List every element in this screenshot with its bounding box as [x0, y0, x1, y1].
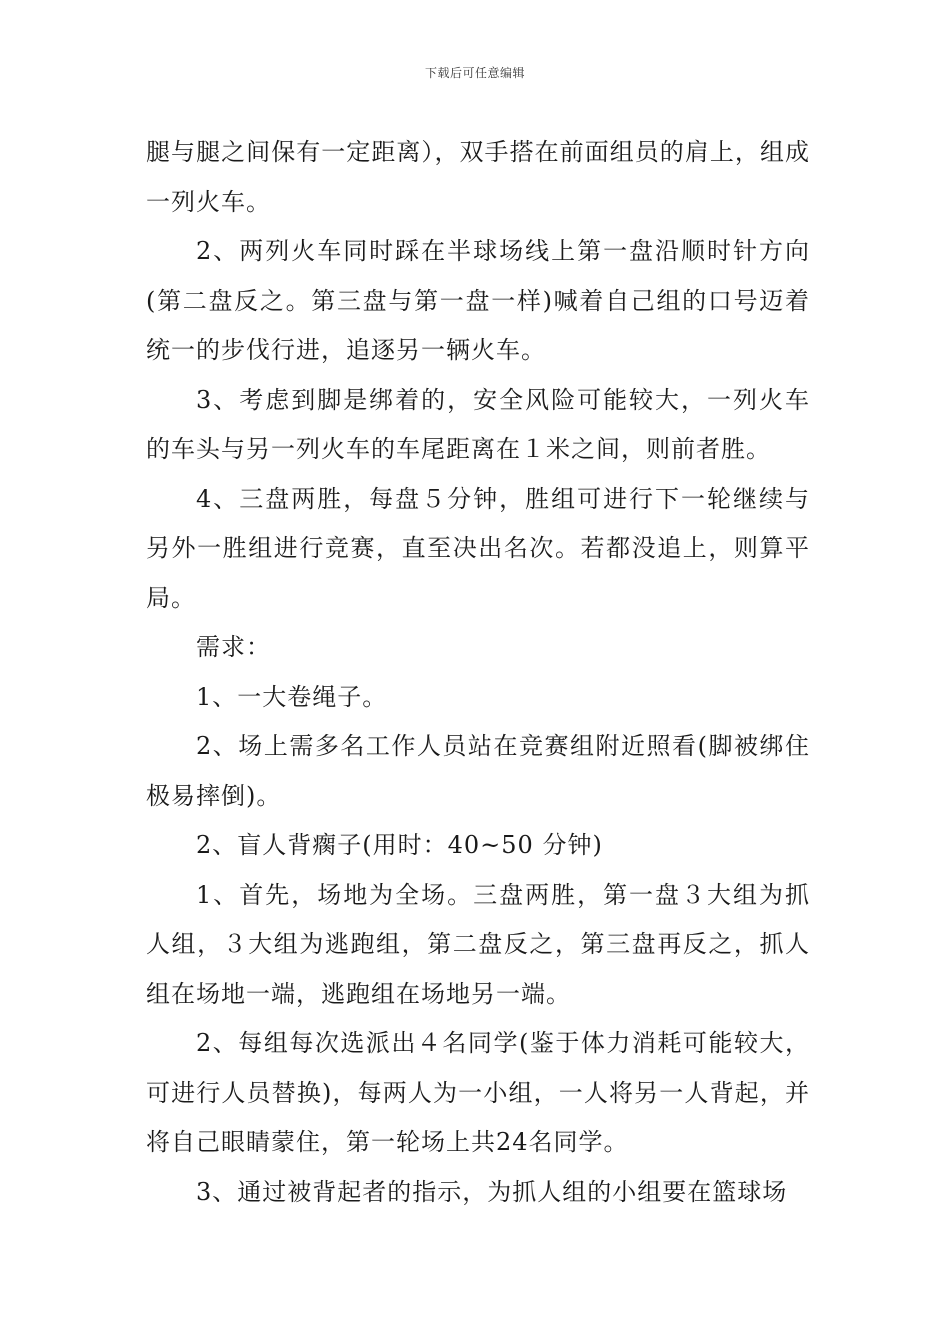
paragraph-4: 需求： [196, 633, 271, 661]
paragraph-10: 3、通过被背起者的指示，为抓人组的小组要在篮球场 [196, 1177, 788, 1206]
paragraph-5: 1、一大卷绳子。 [196, 682, 388, 711]
paragraph-3: 4、三盘两胜，每盘５分钟，胜组可进行下一轮继续与另外一胜组进行竞赛，直至决出名次。若都没追上，则算平局。 [146, 484, 810, 612]
paragraph-8: 1、首先，场地为全场。三盘两胜，第一盘３大组为抓人组，３大组为逃跑组，第二盘反之，第三盘再反之，抓人组在场地一端，逃跑组在场地另一端。 [146, 880, 810, 1008]
page-header: 下载后可任意编辑 [424, 66, 525, 80]
paragraph-9: 2、每组每次选派出４名同学(鉴于体力消耗可能较大，可进行人员替换)，每两人为一小组，一人将另一人背起，并将自己眼睛蒙住，第一轮场上共24名同学。 [146, 1029, 810, 1156]
paragraph-0: 腿与腿之间保有一定距离），双手搭在前面组员的肩上，组成一列火车。 [146, 138, 810, 216]
paragraph-1: 2、两列火车同时踩在半球场线上第一盘沿顺时针方向(第二盘反之。第三盘与第一盘一样)喊着自己组的口号迈着统一的步伐行进，追逐另一辆火车。 [146, 237, 810, 364]
document-body [146, 128, 810, 1217]
paragraph-2: 3、考虑到脚是绑着的，安全风险可能较大，一列火车的车头与另一列火车的车尾距离在１米之间，则前者胜。 [146, 385, 810, 463]
paragraph-7: 2、盲人背瘸子(用时：40~50 分钟) [196, 831, 603, 859]
paragraph-6: 2、场上需多名工作人员站在竞赛组附近照看(脚被绑住极易摔倒)。 [146, 732, 810, 810]
